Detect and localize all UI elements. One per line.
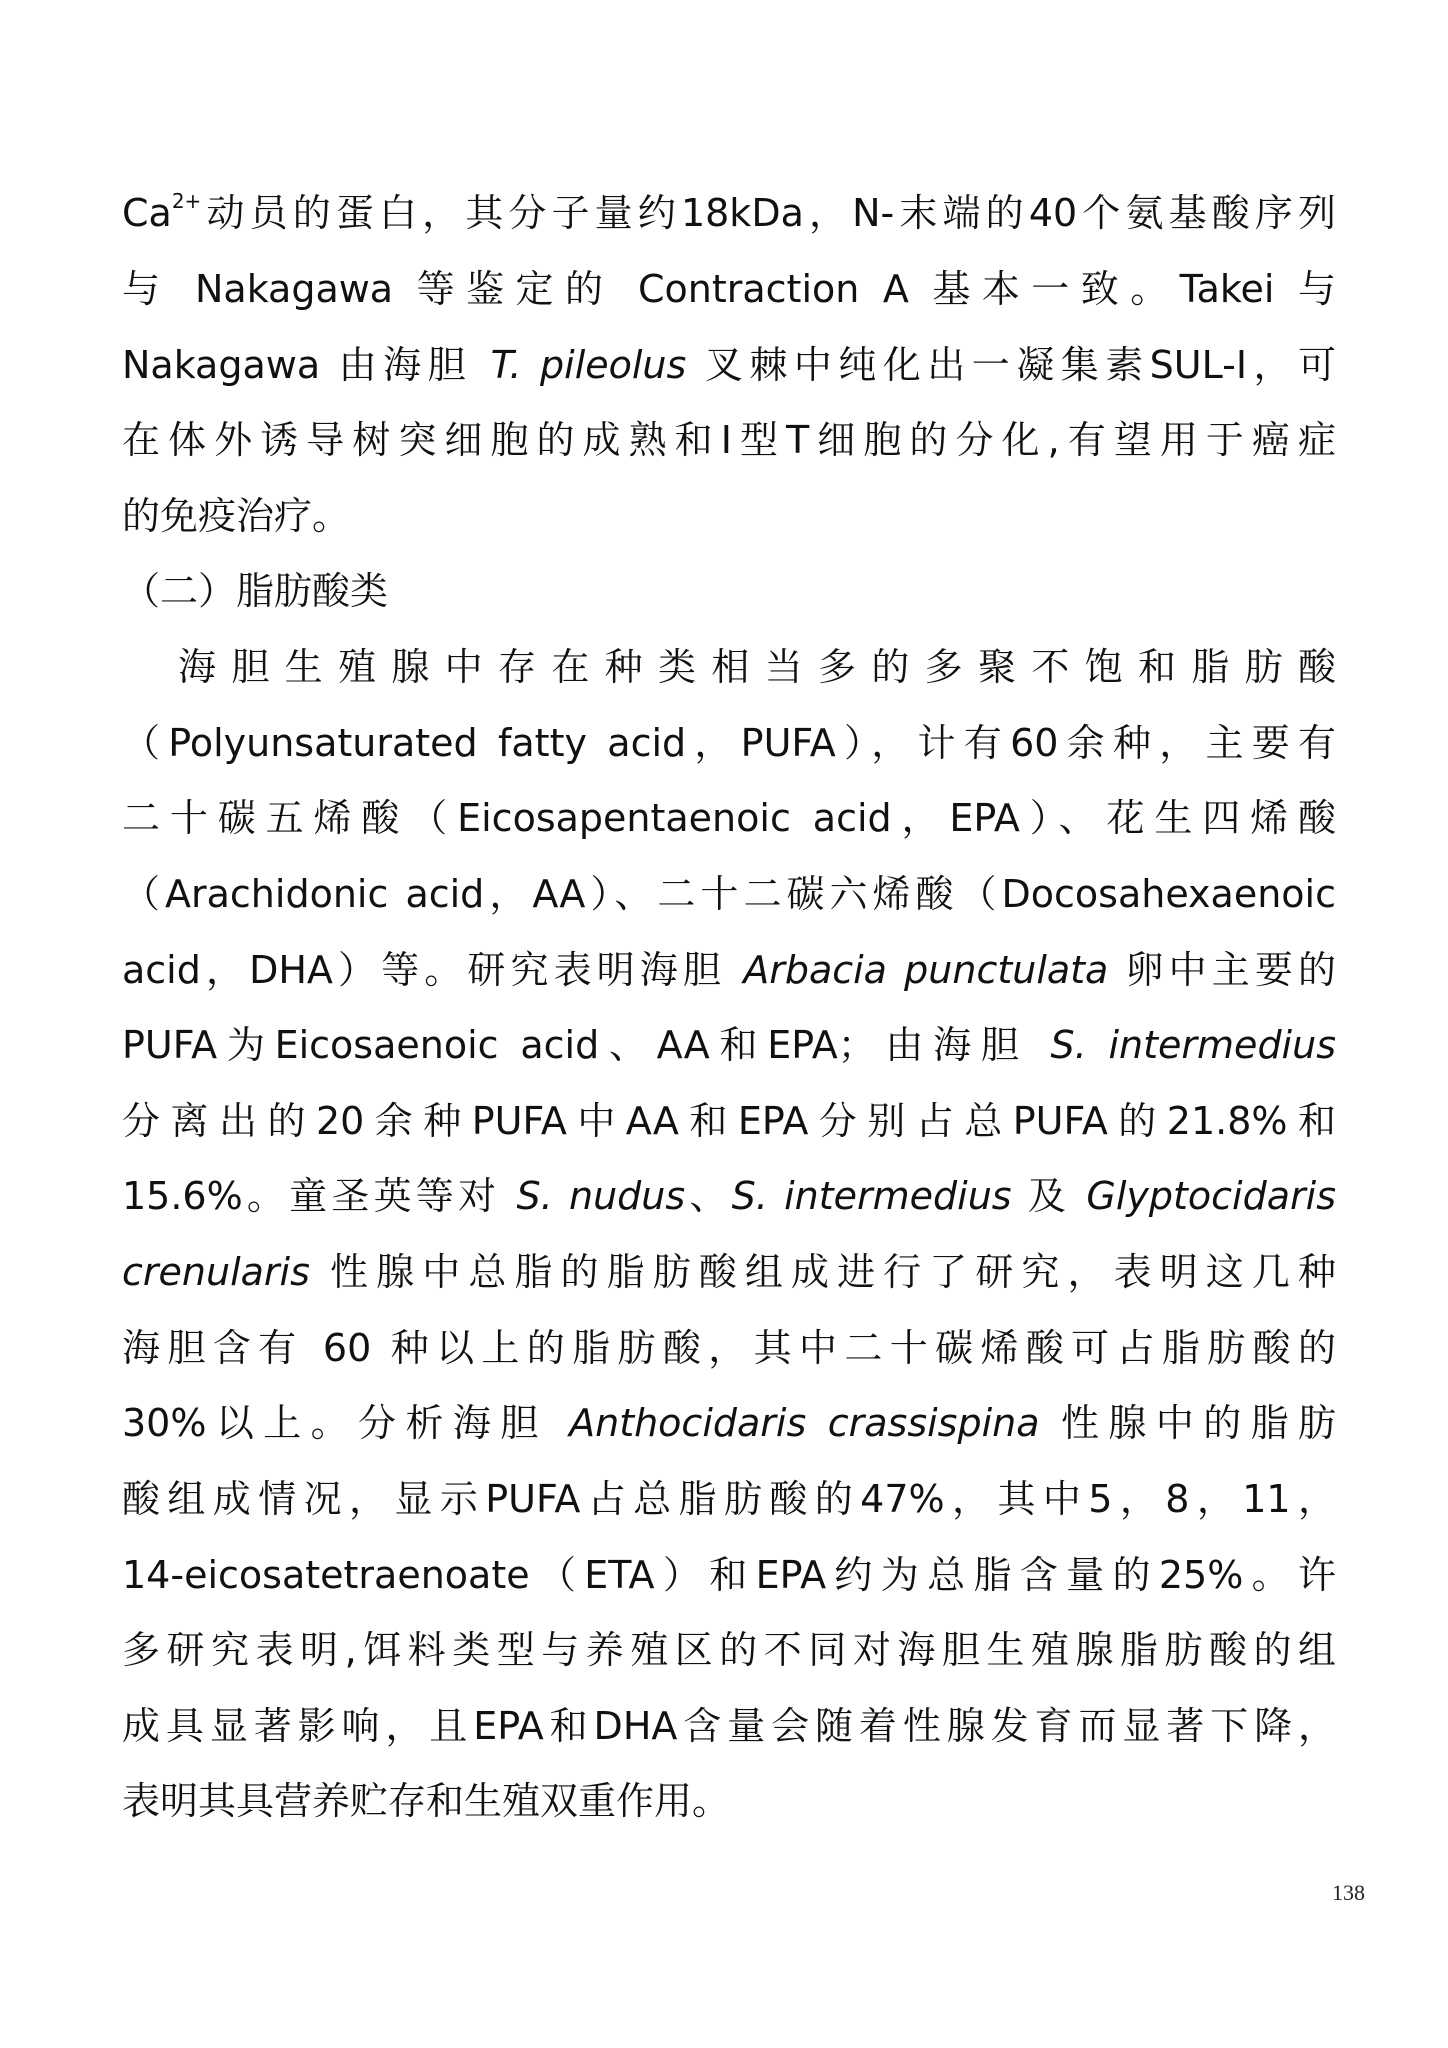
- body-line-14: 15.6%。童圣英等对 S. nudus、S. intermedius 及 Glyptocidaris: [122, 1174, 1337, 1218]
- species-name: Glyptocidaris: [1086, 1174, 1337, 1218]
- body-line-5: 的免疫治疗。: [122, 494, 351, 538]
- species-name: S. nudus: [516, 1174, 686, 1218]
- body-line-15: crenularis 性腺中总脂的脂肪酸组成进行了研究，表明这几种: [122, 1250, 1336, 1294]
- body-line-13: 分离出的20余种PUFA中AA和EPA分别占总PUFA的21.8%和: [122, 1099, 1336, 1143]
- section-heading: （二）脂肪酸类: [122, 569, 389, 613]
- species-name: Anthocidaris crassispina: [569, 1401, 1040, 1445]
- superscript-charge: 2+: [171, 189, 202, 213]
- body-line-9: 二十碳五烯酸（Eicosapentaenoic acid，EPA）、花生四烯酸: [122, 796, 1336, 840]
- body-line-12: PUFA为Eicosaenoic acid、AA和EPA；由海胆 S. intermedius: [122, 1023, 1337, 1067]
- species-name: S. intermedius: [1050, 1023, 1337, 1067]
- species-name: crenularis: [122, 1250, 310, 1294]
- body-line-3: Nakagawa 由海胆 T. pileolus 叉棘中纯化出一凝集素SUL-I，可: [122, 343, 1336, 387]
- body-line-22: 表明其具营养贮存和生殖双重作用。: [122, 1779, 731, 1823]
- body-line-10: （Arachidonic acid，AA）、二十二碳六烯酸（Docosahexaenoic: [122, 872, 1336, 916]
- page-number: 138: [1332, 1880, 1365, 1905]
- body-line-18: 酸组成情况，显示PUFA占总脂肪酸的47%，其中5，8，11，: [122, 1477, 1336, 1521]
- body-line-19: 14-eicosatetraenoate（ETA）和EPA约为总脂含量的25%。许: [122, 1553, 1336, 1597]
- species-name: Arbacia punctulata: [743, 948, 1109, 992]
- species-name: S. intermedius: [731, 1174, 1012, 1218]
- body-line-20: 多研究表明,饵料类型与养殖区的不同对海胆生殖腺脂肪酸的组: [122, 1628, 1336, 1672]
- species-name: T. pileolus: [490, 343, 687, 387]
- body-line-21: 成具显著影响，且EPA和DHA含量会随着性腺发育而显著下降，: [122, 1704, 1336, 1748]
- body-line-8: （Polyunsaturated fatty acid，PUFA），计有60余种，主要有: [122, 721, 1336, 765]
- paragraph-first-line: 海胆生殖腺中存在种类相当多的多聚不饱和脂肪酸: [178, 645, 1336, 689]
- body-line-2: 与 Nakagawa 等鉴定的 Contraction A 基本一致。Takei 与: [122, 267, 1336, 311]
- body-line-11: acid，DHA）等。研究表明海胆 Arbacia punctulata 卵中主要的: [122, 948, 1336, 992]
- body-line-1: $Ca^{2+}$动员的蛋白，其分子量约18kDa，N-末端的40个氨基酸序列: [122, 189, 1336, 235]
- body-line-16: 海胆含有 60 种以上的脂肪酸，其中二十碳烯酸可占脂肪酸的: [122, 1326, 1336, 1370]
- body-line-4: 在体外诱导树突细胞的成熟和I型T细胞的分化,有望用于癌症: [122, 418, 1336, 462]
- body-line-17: 30%以上。分析海胆 Anthocidaris crassispina 性腺中的脂肪: [122, 1401, 1336, 1445]
